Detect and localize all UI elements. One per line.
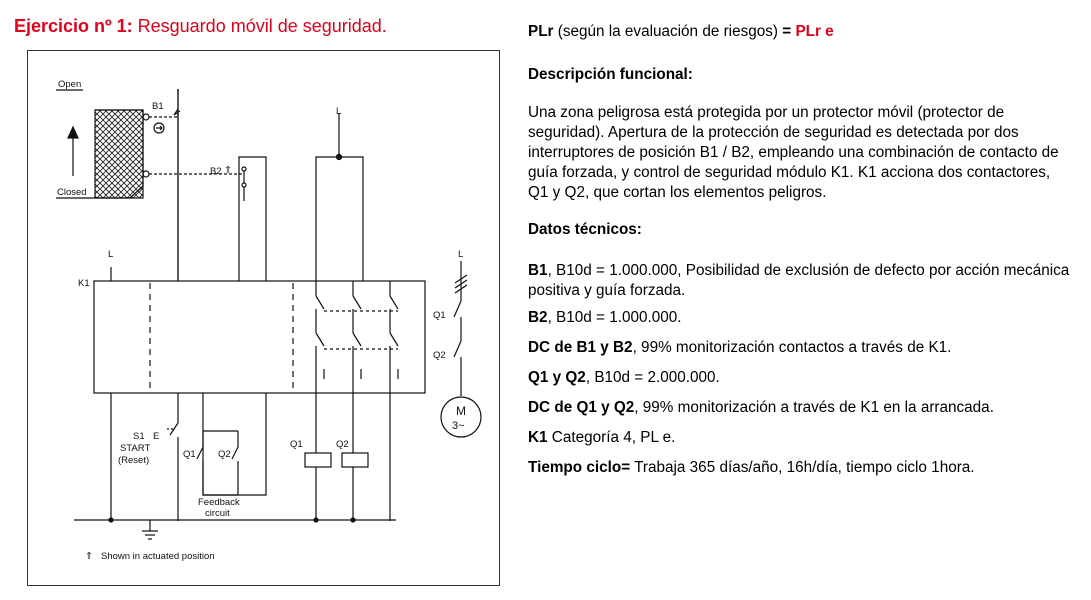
b1-actuator — [143, 114, 149, 120]
feedback-loop — [203, 393, 266, 495]
tech-item-b1-text: , B10d = 1.000.000, Posibilidad de exclusión de defecto por acción mecánica positiva y guía forzada. — [528, 262, 1070, 299]
exercise-title — [14, 16, 387, 37]
circuit-diagram-svg — [28, 51, 501, 587]
label-open: Open — [58, 79, 82, 90]
tech-item-cycle-label: Tiempo ciclo= — [528, 459, 631, 476]
tech-item-q-label: Q1 y Q2 — [528, 369, 586, 386]
label-motor-phase: 3~ — [452, 420, 465, 432]
tech-item-k1-label: K1 — [528, 429, 548, 446]
guard-arrow-head — [68, 127, 78, 138]
feedback-q2-blade — [232, 447, 238, 459]
description-heading: Descripción funcional: — [528, 66, 693, 83]
label-b2: B2 — [210, 166, 222, 177]
label-q2-feedback: Q2 — [218, 449, 231, 460]
label-b1: B1 — [152, 101, 164, 112]
tech-item-cycle — [528, 458, 1078, 478]
q2-coil — [342, 453, 368, 467]
tech-item-dc-b-text: , 99% monitorización contactos a través de K1. — [632, 339, 952, 356]
label-k1: K1 — [78, 278, 90, 289]
q2-main-blade — [454, 341, 461, 357]
tech-item-dc-q — [528, 398, 1078, 418]
guard-hatch — [95, 110, 143, 198]
label-closed: Closed — [57, 187, 87, 198]
l-supply-bus — [316, 157, 363, 281]
label-note-arrow: ⇑ — [85, 551, 93, 562]
exercise-title-text: Resguardo móvil de seguridad. — [137, 16, 387, 36]
earth-symbol — [142, 531, 158, 539]
label-reset: (Reset) — [118, 455, 150, 466]
plr-equals: = — [782, 23, 792, 40]
label-q2-coil: Q2 — [336, 439, 349, 450]
label-start: START — [120, 443, 151, 454]
tech-item-b2-label: B2 — [528, 309, 548, 326]
tech-item-b1-label: B1 — [528, 262, 548, 279]
tech-item-b1 — [528, 261, 1078, 301]
k1-module — [94, 281, 425, 393]
label-s1: S1 — [133, 431, 145, 442]
tech-item-q-text: , B10d = 2.000.000. — [585, 369, 720, 386]
plr-value: PLr e — [795, 23, 834, 40]
label-l-k1: L — [108, 249, 114, 260]
b1-positive-arrow — [156, 126, 162, 130]
bus-junction-3 — [351, 518, 355, 522]
feedback-q1-blade — [197, 447, 203, 459]
circuit-diagram — [27, 50, 500, 586]
tech-item-k1 — [528, 428, 1078, 448]
tech-item-dc-q-text: , 99% monitorización a través de K1 en la arrancada. — [634, 399, 994, 416]
b2-wire — [239, 157, 266, 281]
feedback-inner-wire-lower — [203, 461, 238, 495]
label-b2-arrow: ⇑ — [224, 165, 232, 176]
tech-item-dc-q-label: DC de Q1 y Q2 — [528, 399, 635, 416]
plr-label: PLr — [528, 23, 554, 40]
tech-item-dc-b-label: DC de B1 y B2 — [528, 339, 633, 356]
label-q1-main: Q1 — [433, 310, 446, 321]
k1-relay-contacts — [316, 281, 398, 393]
tech-item-dc-b — [528, 338, 1078, 358]
technical-heading: Datos técnicos: — [528, 221, 642, 238]
tech-item-b2 — [528, 308, 1078, 328]
exercise-title-prefix: Ejercicio nº 1: — [14, 16, 133, 36]
label-q1-coil: Q1 — [290, 439, 303, 450]
label-q1-feedback: Q1 — [183, 449, 196, 460]
label-l-motor: L — [458, 249, 464, 260]
q1-coil — [305, 453, 331, 467]
tech-item-cycle-text: Trabaja 365 días/año, 16h/día, tiempo ciclo 1hora. — [630, 459, 975, 476]
plr-line — [528, 22, 834, 42]
label-l-top: L — [336, 106, 342, 117]
b2-actuator — [143, 171, 149, 177]
q1-main-blade — [454, 301, 461, 317]
tech-item-q — [528, 368, 1078, 388]
label-motor-m: M — [456, 404, 466, 418]
label-feedback: Feedback — [198, 497, 240, 508]
b2-contact-bottom — [242, 183, 246, 187]
b2-contact-top — [242, 167, 246, 171]
label-s1-e: E — [153, 431, 160, 442]
label-note: Shown in actuated position — [101, 551, 215, 562]
tech-item-k1-text: Categoría 4, PL e. — [547, 429, 676, 446]
label-q2-main: Q2 — [433, 350, 446, 361]
bus-junction-2 — [314, 518, 318, 522]
tech-item-b2-text: , B10d = 1.000.000. — [547, 309, 682, 326]
label-circuit: circuit — [205, 508, 230, 519]
plr-text: (según la evaluación de riesgos) — [557, 23, 778, 40]
description-body: Una zona peligrosa está protegida por un protector móvil (protector de seguridad). Apertura de la protección de seguridad es detectada por dos interruptores de posición B1 / B2, empleando una combinación de contacto de guía forzada, y control de seguridad módulo K1. K1 acciona dos contactores, Q1 y Q2, que cortan los elementos peligros. — [528, 104, 1059, 201]
